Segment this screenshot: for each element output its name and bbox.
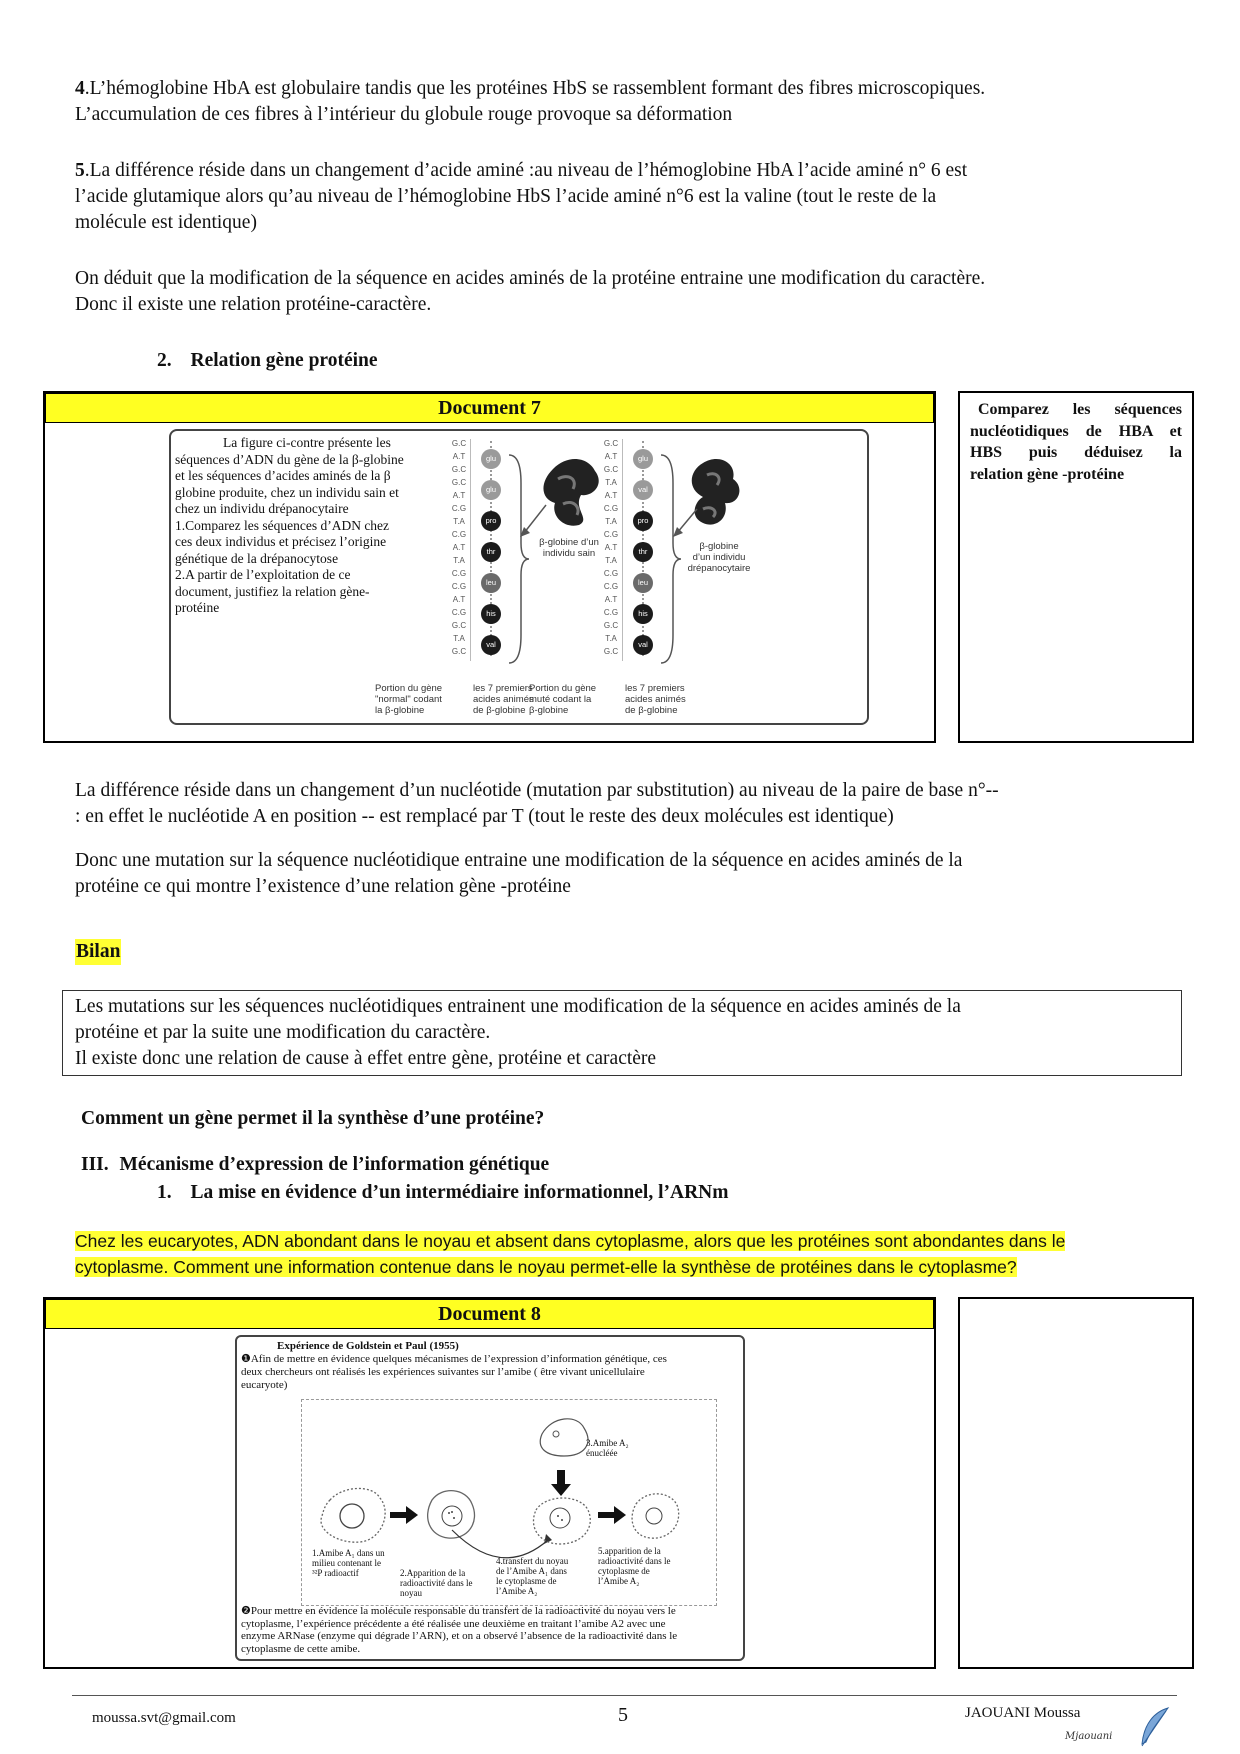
lbl2-line: radioactivité dans le: [400, 1578, 473, 1588]
amino-acid-pro: pro: [633, 511, 653, 531]
label-sick-2: d’un individu: [692, 552, 746, 563]
base-pair: C.G: [603, 504, 619, 513]
doc7-question-box: [958, 391, 1194, 743]
divider: [470, 439, 471, 661]
bilan-box: [62, 990, 1182, 1076]
doc7-text-line: protéine: [175, 600, 220, 615]
caption-line: "normal" codant: [375, 694, 442, 705]
brace-normal: [507, 453, 531, 665]
lbl1-line: milieu contenant le: [312, 1558, 381, 1568]
lbl5-line: cytoplasme de: [598, 1566, 650, 1576]
label-amoeba-1: [312, 1548, 385, 1578]
label-amoeba-4: [496, 1556, 568, 1596]
answer-doc7: [75, 778, 1195, 830]
lbl3-line: 3.Amibe A₂: [586, 1438, 629, 1448]
side7-line: Comparez les séquences: [978, 401, 1182, 418]
divider: [622, 439, 623, 661]
experiment-diagram: [301, 1399, 717, 1606]
doc7-text-line: séquences d’ADN du gène de la β-globine: [175, 451, 404, 467]
caption-line: de β-globine: [473, 705, 526, 716]
label-amoeba-2: [400, 1568, 472, 1598]
base-pair: C.G: [603, 608, 619, 617]
side7-line: HBS puis déduisez la: [970, 444, 1182, 461]
p5-number: 5: [75, 160, 85, 181]
caption-line: acides animés: [473, 694, 534, 705]
base-pair: A.T: [452, 491, 466, 500]
heading-iii: [81, 1152, 549, 1178]
base-pair: C.G: [603, 582, 619, 591]
doc7-description: [175, 435, 445, 617]
base-pair: A.T: [604, 491, 618, 500]
amino-acid-chain-normal: [481, 449, 501, 669]
base-pair: A.T: [452, 595, 466, 604]
caption-line: β-globine: [529, 705, 569, 716]
amino-acid-leu: leu: [633, 573, 653, 593]
lbl4-line: l’Amibe A₂: [496, 1586, 538, 1596]
base-pair: G.C: [451, 647, 467, 656]
intro-line1: Chez les eucaryotes, ADN abondant dans le noyau et absent dans cytoplasme, alors que les protéines sont abondantes dans le: [75, 1231, 1066, 1251]
amino-acid-val: val: [633, 480, 653, 500]
caption-line: Portion du gène: [529, 683, 597, 694]
doc7-text-line: 2.A partir de l’exploitation de ce: [175, 567, 351, 582]
exp-p1-line: eucaryote): [241, 1379, 288, 1391]
answer-line2: : en effet le nucléotide A en position -- est remplacé par T (tout le reste des deux molécules est identique): [75, 806, 894, 827]
footer-rule: [72, 1695, 1177, 1696]
lbl5-line: radioactivité dans le: [598, 1556, 671, 1566]
footer-page-number: 5: [618, 1704, 628, 1726]
label-sick-globin: [679, 541, 759, 574]
base-pair: A.T: [604, 543, 618, 552]
lbl1-line: ³²P radioactif: [312, 1568, 359, 1578]
document-7-box: [43, 391, 936, 743]
heading-3-number: III.: [81, 1154, 109, 1175]
amino-acid-glu: glu: [481, 449, 501, 469]
heading-relation-gene-proteine: [157, 348, 378, 374]
base-pair: A.T: [452, 543, 466, 552]
exp-p1-line: deux chercheurs ont réalisés les expériences suivantes sur l’amibe ( être vivant unicellulaire: [241, 1366, 645, 1378]
p5-line2: l’acide glutamique alors qu’au niveau de l’hémoglobine HbS l’acide aminé n°6 est la valine (tout le reste de la: [75, 186, 937, 207]
caption-line: Portion du gène: [375, 683, 443, 694]
answer-line4: protéine ce qui montre l’existence d’une relation gène -protéine: [75, 876, 571, 897]
base-pair: T.A: [453, 556, 465, 565]
bilan-line2: protéine et par la suite une modification du caractère.: [75, 1022, 491, 1043]
base-pair: A.T: [452, 452, 466, 461]
exp-p2-line: cytoplasme de cette amibe.: [241, 1642, 361, 1655]
amino-acid-pro: pro: [481, 511, 501, 531]
exp-p2-line: cytoplasme, l’expérience précédente a été réalisée une deuxième en traitant l’amibe A2 avec une: [241, 1617, 666, 1630]
doc7-text-line: chez un individu drépanocytaire: [175, 501, 349, 516]
lbl4-line: de l’Amibe A₁ dans: [496, 1566, 567, 1576]
paragraph-4: [75, 76, 1185, 128]
experiment-paragraph-1: [241, 1353, 741, 1392]
base-pair: C.G: [451, 504, 467, 513]
feather-quill-icon: [1136, 1706, 1172, 1750]
caption-line: la β-globine: [375, 705, 425, 716]
doc8-answer-box: [958, 1297, 1194, 1669]
lbl4-line: le cytoplasme de: [496, 1576, 557, 1586]
document-8-box: [43, 1297, 936, 1669]
caption-gene-mutant: [529, 683, 601, 716]
exp-p2-line: ❷Pour mettre en évidence la molécule responsable du transfert de la radioactivité du noyau vers le: [241, 1605, 676, 1617]
label-healthy-globin: [529, 537, 609, 559]
label-healthy-2: individu sain: [542, 548, 596, 559]
label-sick-3: drépanocytaire: [687, 563, 751, 574]
doc7-text-line: globine produite, chez un individu sain et: [175, 484, 399, 500]
doc7-text-line: génétique de la drépanocytose: [175, 550, 339, 566]
base-pair: G.C: [603, 439, 619, 448]
p4-line1: .L’hémoglobine HbA est globulaire tandis que les protéines HbS se rassemblent formant des fibres microscopiques.: [84, 78, 986, 99]
bilan-line3: Il existe donc une relation de cause à effet entre gène, protéine et caractère: [75, 1048, 657, 1069]
question-heading: Comment un gène permet il la synthèse d’une protéine?: [81, 1108, 545, 1129]
heading-3-1-number: 1.: [157, 1182, 172, 1203]
amino-acid-his: his: [633, 604, 653, 624]
bilan-label: Bilan: [75, 939, 121, 965]
base-pair: G.C: [603, 621, 619, 630]
doc7-text-line: La figure ci-contre présente les: [223, 435, 391, 450]
base-pair: C.G: [603, 569, 619, 578]
side7-line: relation gène -protéine: [970, 465, 1125, 483]
lbl4-line: 4.transfert du noyau: [496, 1556, 569, 1566]
base-pair: C.G: [451, 569, 467, 578]
bilan-line1: Les mutations sur les séquences nucléotidiques entrainent une modification de la séquence en acides aminés de la: [75, 996, 961, 1017]
experiment-title: Expérience de Goldstein et Paul (1955): [277, 1340, 459, 1352]
amino-acid-val: val: [633, 635, 653, 655]
doc7-text-line: ces deux individus et précisez l’origine: [175, 534, 387, 549]
p5-line1: .La différence réside dans un changement d’acide aminé :au niveau de l’hémoglobine HbA l’acide aminé n° 6 est: [84, 160, 968, 181]
p4-line2: L’accumulation de ces fibres à l’intérieur du globule rouge provoque sa déformation: [75, 104, 733, 125]
caption-line: de β-globine: [625, 705, 678, 716]
base-pair: C.G: [451, 582, 467, 591]
footer-email: moussa.svt@gmail.com: [92, 1710, 236, 1726]
p4-number: 4: [75, 78, 85, 99]
heading-2-title: Relation gène protéine: [190, 350, 378, 371]
paragraph-5: [75, 158, 1185, 236]
document-8-figure: [235, 1335, 745, 1661]
footer-author: JAOUANI Moussa: [965, 1705, 1081, 1721]
arrow-mutant: [669, 507, 709, 539]
base-pair: A.T: [604, 595, 618, 604]
base-pair: T.A: [605, 556, 617, 565]
base-pair: G.C: [451, 478, 467, 487]
amino-acid-val: val: [481, 635, 501, 655]
base-pair: C.G: [451, 530, 467, 539]
amino-acid-glu: glu: [633, 449, 653, 469]
deduction-paragraph: [75, 266, 1185, 318]
dna-sequence-normal: [449, 437, 469, 658]
doc7-text-line: document, justifiez la relation gène-: [175, 583, 370, 599]
lbl2-line: 2.Apparition de la: [400, 1568, 466, 1578]
amino-acid-leu: leu: [481, 573, 501, 593]
base-pair: G.C: [603, 465, 619, 474]
base-pair: G.C: [451, 465, 467, 474]
base-pair: G.C: [603, 647, 619, 656]
caption-gene-normal: [375, 683, 447, 716]
base-pair: T.A: [605, 478, 617, 487]
label-amoeba-5: [598, 1546, 670, 1586]
base-pair: C.G: [603, 530, 619, 539]
lbl5-line: l’Amibe A₂: [598, 1576, 640, 1586]
answer-line3: Donc une mutation sur la séquence nucléotidique entraine une modification de la séquence en acides aminés de la: [75, 850, 963, 871]
lbl3-line: énucléée: [586, 1448, 618, 1458]
intro-highlighted: [75, 1228, 1200, 1280]
lbl5-line: 5.apparition de la: [598, 1546, 661, 1556]
base-pair: T.A: [605, 634, 617, 643]
heading-3-title: Mécanisme d’expression de l’information génétique: [119, 1154, 550, 1175]
lbl1-line: 1.Amibe A₁ dans un: [312, 1548, 385, 1558]
base-pair: T.A: [453, 517, 465, 526]
amino-acid-thr: thr: [633, 542, 653, 562]
label-healthy-1: β-globine d’un: [539, 537, 599, 548]
heading-iii-1: [157, 1180, 729, 1206]
deduce-line1: On déduit que la modification de la séquence en acides aminés de la protéine entraine une modification du caractère.: [75, 268, 986, 289]
amino-acid-chain-mutant: [633, 449, 653, 669]
base-pair: G.C: [451, 439, 467, 448]
caption-amino-acids-2: [625, 683, 697, 716]
heading-3-1-title: La mise en évidence d’un intermédiaire informationnel, l’ARNm: [190, 1182, 729, 1203]
amino-acid-thr: thr: [481, 542, 501, 562]
exp-p1-line: ❶Afin de mettre en évidence quelques mécanismes de l’expression d’information génétique, ces: [241, 1353, 667, 1365]
base-pair: T.A: [605, 517, 617, 526]
caption-line: les 7 premiers: [473, 683, 533, 694]
exp-p2-line: enzyme ARNase (enzyme qui dégrade l’ARN), et on a observé l’absence de la radioactivité dans le: [241, 1630, 678, 1642]
p5-line3: molécule est identique): [75, 212, 257, 233]
caption-line: acides animés: [625, 694, 686, 705]
base-pair: C.G: [451, 608, 467, 617]
doc7-text-line: et les séquences d’acides aminés de la β: [175, 468, 391, 483]
lbl2-line: noyau: [400, 1588, 422, 1598]
base-pair: G.C: [451, 621, 467, 630]
label-sick-1: β-globine: [699, 541, 739, 552]
amino-acid-glu: glu: [481, 480, 501, 500]
amino-acid-his: his: [481, 604, 501, 624]
caption-line: muté codant la: [529, 694, 592, 705]
caption-line: les 7 premiers: [625, 683, 685, 694]
answer-line1: La différence réside dans un changement d’un nucléotide (mutation par substitution) au niveau de la paire de base n°--: [75, 780, 999, 801]
label-amoeba-3: [586, 1438, 629, 1458]
document-8-title: Document 8: [45, 1299, 934, 1329]
answer-doc7-conclusion: [75, 848, 1195, 900]
dna-sequence-mutant: [601, 437, 621, 658]
experiment-paragraph-2: [241, 1605, 741, 1655]
arrow-normal: [516, 503, 556, 539]
document-7-figure: [169, 429, 869, 725]
base-pair: A.T: [604, 452, 618, 461]
deduce-line2: Donc il existe une relation protéine-caractère.: [75, 294, 432, 315]
doc7-text-line: 1.Comparez les séquences d’ADN chez: [175, 517, 390, 533]
footer-signature: Mjaouani: [1065, 1731, 1113, 1742]
heading-2-number: 2.: [157, 350, 172, 371]
side7-line: nucléotidiques de HBA et: [970, 422, 1182, 440]
document-7-title: Document 7: [45, 393, 934, 423]
base-pair: T.A: [453, 634, 465, 643]
intro-line2: cytoplasme. Comment une information contenue dans le noyau permet-elle la synthèse de protéines dans le cytoplasme?: [75, 1257, 1017, 1277]
